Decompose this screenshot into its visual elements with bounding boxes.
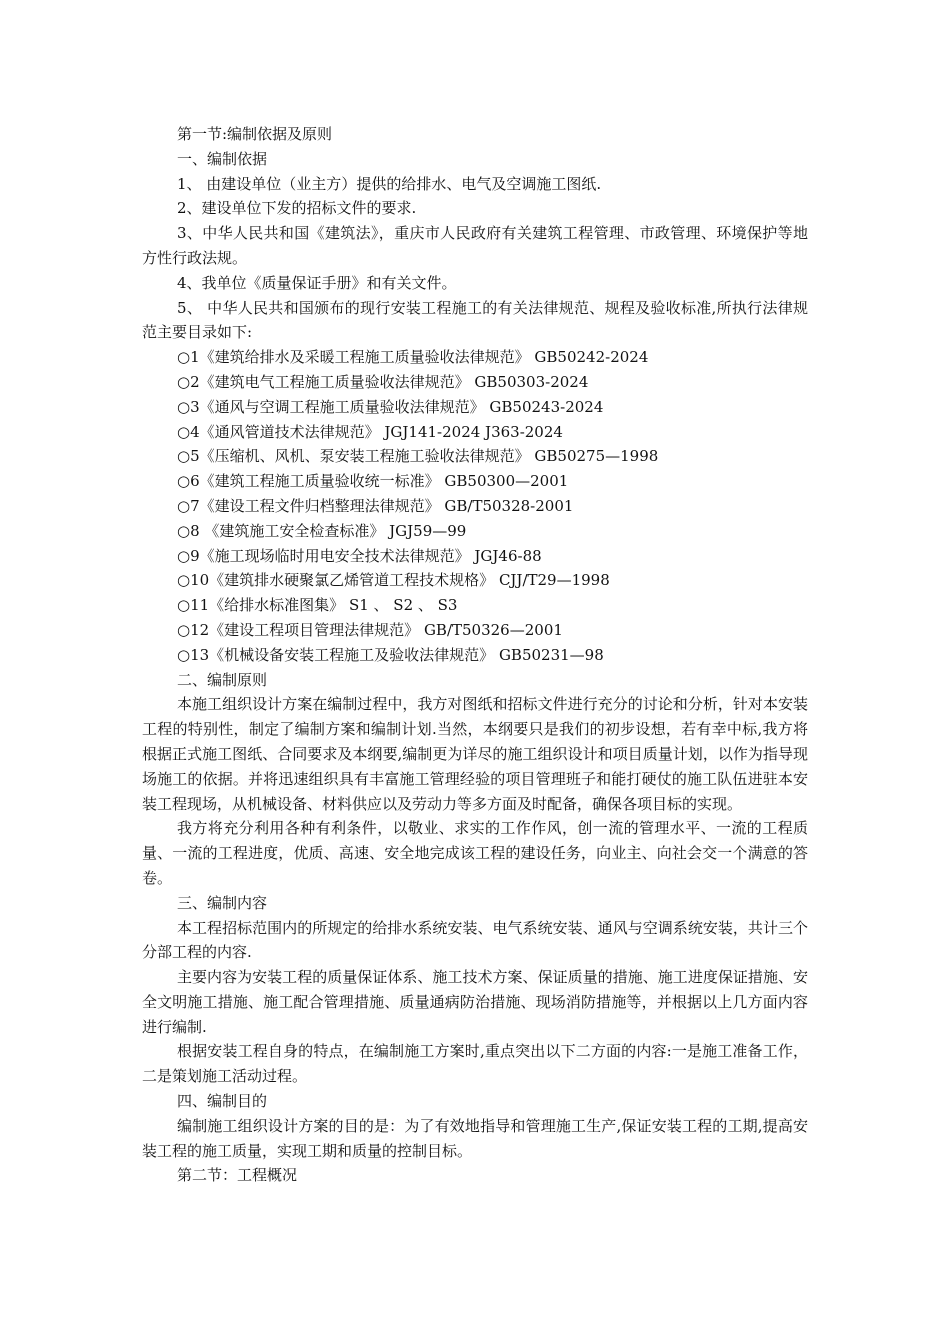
- standard-item: ○6《建筑工程施工质量验收统一标准》 GB50300—2001: [177, 472, 569, 491]
- part-heading: 四、编制目的: [177, 1092, 268, 1111]
- standard-item: ○7《建设工程文件归档整理法律规范》 GB/T50328-2001: [177, 496, 574, 515]
- section-title: 第二节：工程概况: [177, 1166, 298, 1185]
- standard-item: ○5《压缩机、风机、泵安装工程施工验收法律规范》 GB50275—1998: [177, 447, 659, 466]
- standard-item: ○2《建筑电气工程施工质量验收法律规范》 GB50303-2024: [177, 372, 589, 391]
- standard-item: ○13《机械设备安装工程施工及验收法律规范》 GB50231—98: [177, 645, 604, 664]
- basis-item: 5、 中华人民共和国颁布的现行安装工程施工的有关法律规范、规程及验收标准,所执行法律规范主要目录如下:: [142, 298, 808, 342]
- basis-item: 1、 由建设单位（业主方）提供的给排水、电气及空调施工图纸.: [177, 174, 602, 193]
- standard-item: ○12《建设工程项目管理法律规范》 GB/T50326—2001: [177, 620, 563, 639]
- standard-item: ○3《通风与空调工程施工质量验收法律规范》 GB50243-2024: [177, 397, 604, 416]
- standard-item: ○11《给排水标准图集》 S1 、 S2 、 S3: [177, 596, 458, 615]
- body-paragraph: 我方将充分利用各种有利条件，以敬业、求实的工作作风，创一流的管理水平、一流的工程质量、一流的工程进度，优质、高速、安全地完成该工程的建设任务，向业主、向社会交一个满意的答卷。: [142, 819, 808, 887]
- basis-item: 4、我单位《质量保证手册》和有关文件。: [177, 273, 457, 292]
- section-title: 第一节:编制依据及原则: [177, 125, 333, 143]
- standard-item: ○4《通风管道技术法律规范》 JGJ141-2024 J363-2024: [177, 422, 563, 441]
- body-paragraph: 根据安装工程自身的特点，在编制施工方案时,重点突出以下二方面的内容:一是施工准备工作，二是策划施工活动过程。: [142, 1042, 808, 1086]
- standard-item: ○8 《建筑施工安全检查标准》 JGJ59—99: [177, 521, 467, 540]
- standard-item: ○1《建筑给排水及采暖工程施工质量验收法律规范》 GB50242-2024: [177, 348, 649, 367]
- part-heading: 一、编制依据: [177, 149, 268, 168]
- body-paragraph: 主要内容为安装工程的质量保证体系、施工技术方案、保证质量的措施、施工进度保证措施、安全文明施工措施、施工配合管理措施、质量通病防治措施、现场消防措施等，并根据以上几方面内容进行编制.: [142, 968, 808, 1036]
- basis-item: 3、中华人民共和国《建筑法》，重庆市人民政府有关建筑工程管理、市政管理、环境保护等地方性行政法规。: [142, 224, 808, 267]
- basis-item: 2、建设单位下发的招标文件的要求.: [177, 199, 417, 218]
- body-paragraph: 本施工组织设计方案在编制过程中，我方对图纸和招标文件进行充分的讨论和分析，针对本安装工程的特别性，制定了编制方案和编制计划.当然，本纲要只是我们的初步设想，若有幸中标,我方将根据正式施工图纸、合同要求及本纲要,编制更为详尽的施工组织设计和项目质量计划，以作为指导现场施工的依据。并将迅速组织具有丰富施工管理经验的项目管理班子和能打硬仗的施工队伍进驻本安装工程现场，从机械设备、材料供应以及劳动力等多方面及时配备，确保各项目标的实现。: [142, 695, 808, 813]
- body-paragraph: 编制施工组织设计方案的目的是：为了有效地指导和管理施工生产,保证安装工程的工期,提高安装工程的施工质量，实现工期和质量的控制目标。: [142, 1116, 808, 1160]
- part-heading: 三、编制内容: [177, 893, 268, 912]
- body-paragraph: 本工程招标范围内的所规定的给排水系统安装、电气系统安装、通风与空调系统安装，共计三个分部工程的内容.: [142, 918, 808, 962]
- part-heading: 二、编制原则: [177, 670, 268, 689]
- standard-item: ○9《施工现场临时用电安全技术法律规范》 JGJ46-88: [177, 546, 542, 565]
- document-body: [142, 122, 808, 1188]
- standard-item: ○10《建筑排水硬聚氯乙烯管道工程技术规格》 CJJ/T29—1998: [177, 571, 610, 590]
